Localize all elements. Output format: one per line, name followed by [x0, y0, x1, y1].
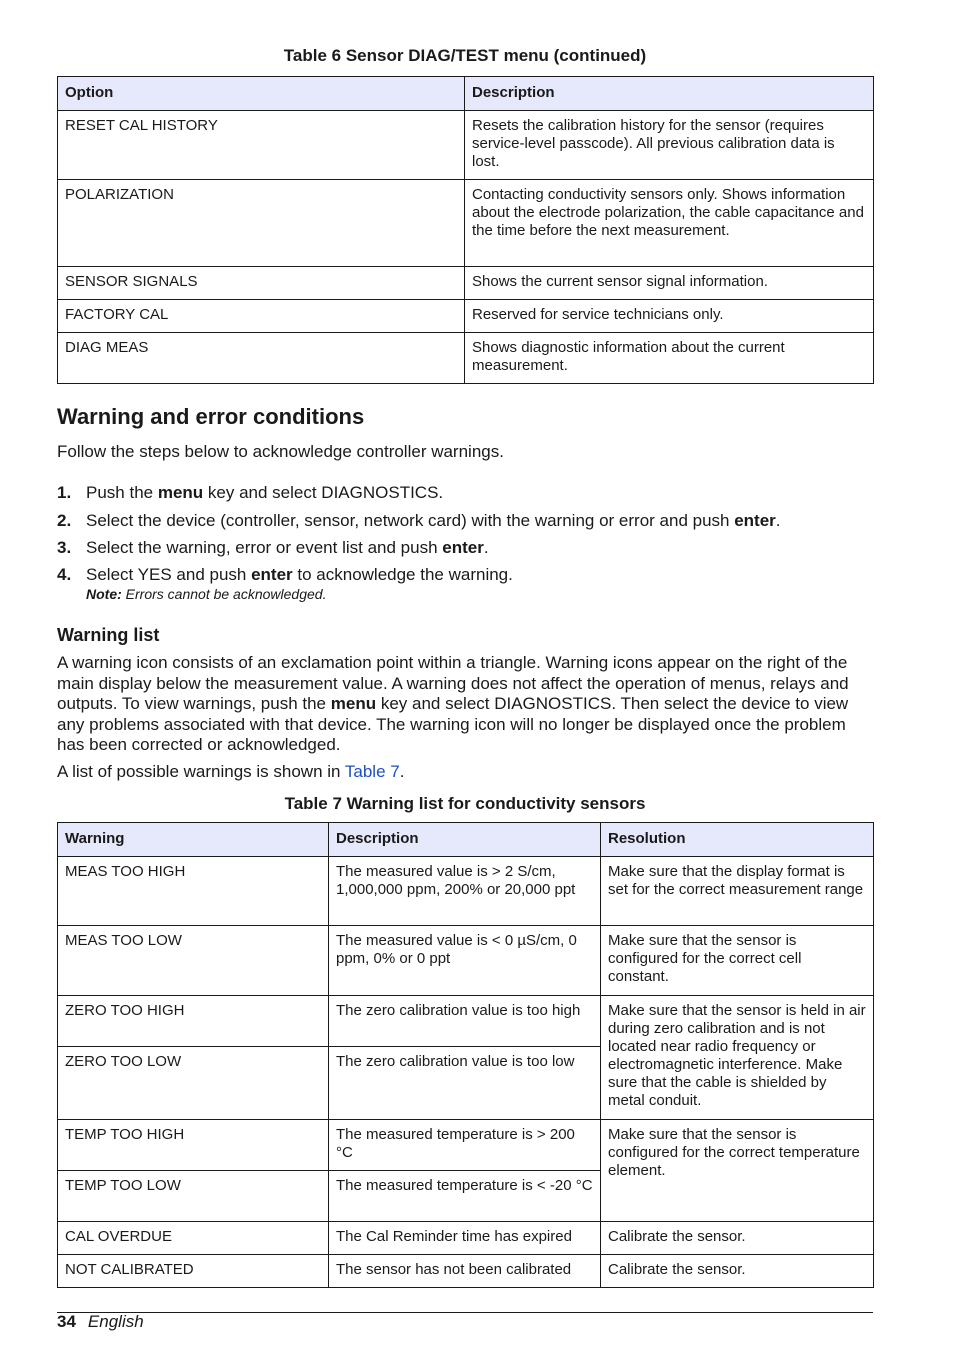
step-number: 3.: [57, 538, 72, 557]
option-cell: SENSOR SIGNALS: [58, 267, 465, 300]
column-header: Description: [329, 823, 601, 857]
description-cell: The measured value is < 0 µS/cm, 0 ppm, 0% or 0 ppt: [329, 926, 601, 996]
resolution-cell: Calibrate the sensor.: [601, 1255, 874, 1288]
table-row: [58, 1255, 874, 1288]
table-row: [58, 926, 874, 996]
table-row: [58, 1120, 874, 1171]
description-cell: Shows the current sensor signal information.: [465, 267, 874, 300]
warning-cell: ZERO TOO HIGH: [58, 996, 329, 1047]
description-cell: The zero calibration value is too low: [329, 1047, 601, 1120]
table6: [57, 76, 874, 384]
description-cell: The measured temperature is > 200 °C: [329, 1120, 601, 1171]
table-row: [58, 300, 874, 333]
note-text: Errors cannot be acknowledged.: [121, 586, 327, 602]
warning-cell: ZERO TOO LOW: [58, 1047, 329, 1120]
description-cell: Reserved for service technicians only.: [465, 300, 874, 333]
page-footer: [57, 1312, 144, 1332]
warning-cell: CAL OVERDUE: [58, 1222, 329, 1255]
warning-cell: MEAS TOO LOW: [58, 926, 329, 996]
option-cell: DIAG MEAS: [58, 333, 465, 384]
step-text: Push the menu key and select DIAGNOSTICS.: [86, 483, 444, 502]
table-row: [58, 857, 874, 926]
table-row: [58, 267, 874, 300]
table-row: [58, 1222, 874, 1255]
table-row: [58, 996, 874, 1047]
intro-paragraph: Follow the steps below to acknowledge controller warnings.: [57, 442, 504, 461]
resolution-cell: Make sure that the sensor is configured for the correct temperature element.: [601, 1120, 874, 1222]
table-row: [58, 333, 874, 384]
table-header-row: [58, 77, 874, 111]
resolution-cell: Make sure that the display format is set for the correct measurement range: [601, 857, 874, 926]
step-number: 1.: [57, 483, 72, 502]
table-reference-paragraph: A list of possible warnings is shown in Table 7.: [57, 762, 405, 781]
description-cell: Shows diagnostic information about the current measurement.: [465, 333, 874, 384]
column-header: Description: [465, 77, 874, 111]
table6-caption: Table 6 Sensor DIAG/TEST menu (continued): [283, 46, 647, 65]
option-cell: POLARIZATION: [58, 180, 465, 267]
footer-divider: [57, 1312, 873, 1313]
note: [86, 586, 326, 602]
resolution-cell: Calibrate the sensor.: [601, 1222, 874, 1255]
table-row: [58, 111, 874, 180]
table7-caption: Table 7 Warning list for conductivity sensors: [284, 794, 646, 813]
table7-link[interactable]: Table 7: [344, 762, 400, 781]
description-cell: The Cal Reminder time has expired: [329, 1222, 601, 1255]
warning-list-paragraph: A warning icon consists of an exclamation point within a triangle. Warning icons appear on the right of the main display below the measurement value. A warning does not affect the operation of menus, relays and outputs. To view warnings, push the menu key and select DIAGNOSTICS. Then select the device to view any problems associated with that device. The warning icon will no longer be displayed once the problem has been corrected or acknowledged.: [57, 653, 849, 754]
column-header: Resolution: [601, 823, 874, 857]
description-cell: The zero calibration value is too high: [329, 996, 601, 1047]
section-heading: Warning and error conditions: [57, 404, 365, 429]
warning-cell: NOT CALIBRATED: [58, 1255, 329, 1288]
footer-language: English: [87, 1312, 144, 1331]
option-cell: FACTORY CAL: [58, 300, 465, 333]
warning-cell: MEAS TOO HIGH: [58, 857, 329, 926]
description-cell: The measured temperature is < -20 °C: [329, 1171, 601, 1222]
column-header: Option: [58, 77, 465, 111]
description-cell: The measured value is > 2 S/cm, 1,000,000 ppm, 200% or 20,000 ppt: [329, 857, 601, 926]
column-header: Warning: [58, 823, 329, 857]
page-number: 34: [57, 1312, 76, 1331]
description-cell: The sensor has not been calibrated: [329, 1255, 601, 1288]
option-cell: RESET CAL HISTORY: [58, 111, 465, 180]
warning-cell: TEMP TOO LOW: [58, 1171, 329, 1222]
step-number: 4.: [57, 565, 72, 584]
description-cell: Resets the calibration history for the sensor (requires service-level passcode). All previous calibration data is lost.: [465, 111, 874, 180]
table7: [57, 822, 874, 1288]
step-text: Select the device (controller, sensor, network card) with the warning or error and push enter.: [86, 511, 781, 530]
step-text: Select YES and push enter to acknowledge the warning.: [86, 565, 513, 584]
table-header-row: [58, 823, 874, 857]
subsection-heading: Warning list: [57, 625, 160, 645]
table-row: [58, 180, 874, 267]
resolution-cell: Make sure that the sensor is configured for the correct cell constant.: [601, 926, 874, 996]
resolution-cell: Make sure that the sensor is held in air during zero calibration and is not located near radio frequency or electromagnetic interference. Make sure that the cable is shielded by metal conduit.: [601, 996, 874, 1120]
note-label: Note:: [86, 586, 122, 602]
description-cell: Contacting conductivity sensors only. Shows information about the electrode polarization, the cable capacitance and the time before the next measurement.: [465, 180, 874, 267]
warning-cell: TEMP TOO HIGH: [58, 1120, 329, 1171]
step-text: Select the warning, error or event list and push enter.: [86, 538, 489, 557]
step-number: 2.: [57, 511, 72, 530]
